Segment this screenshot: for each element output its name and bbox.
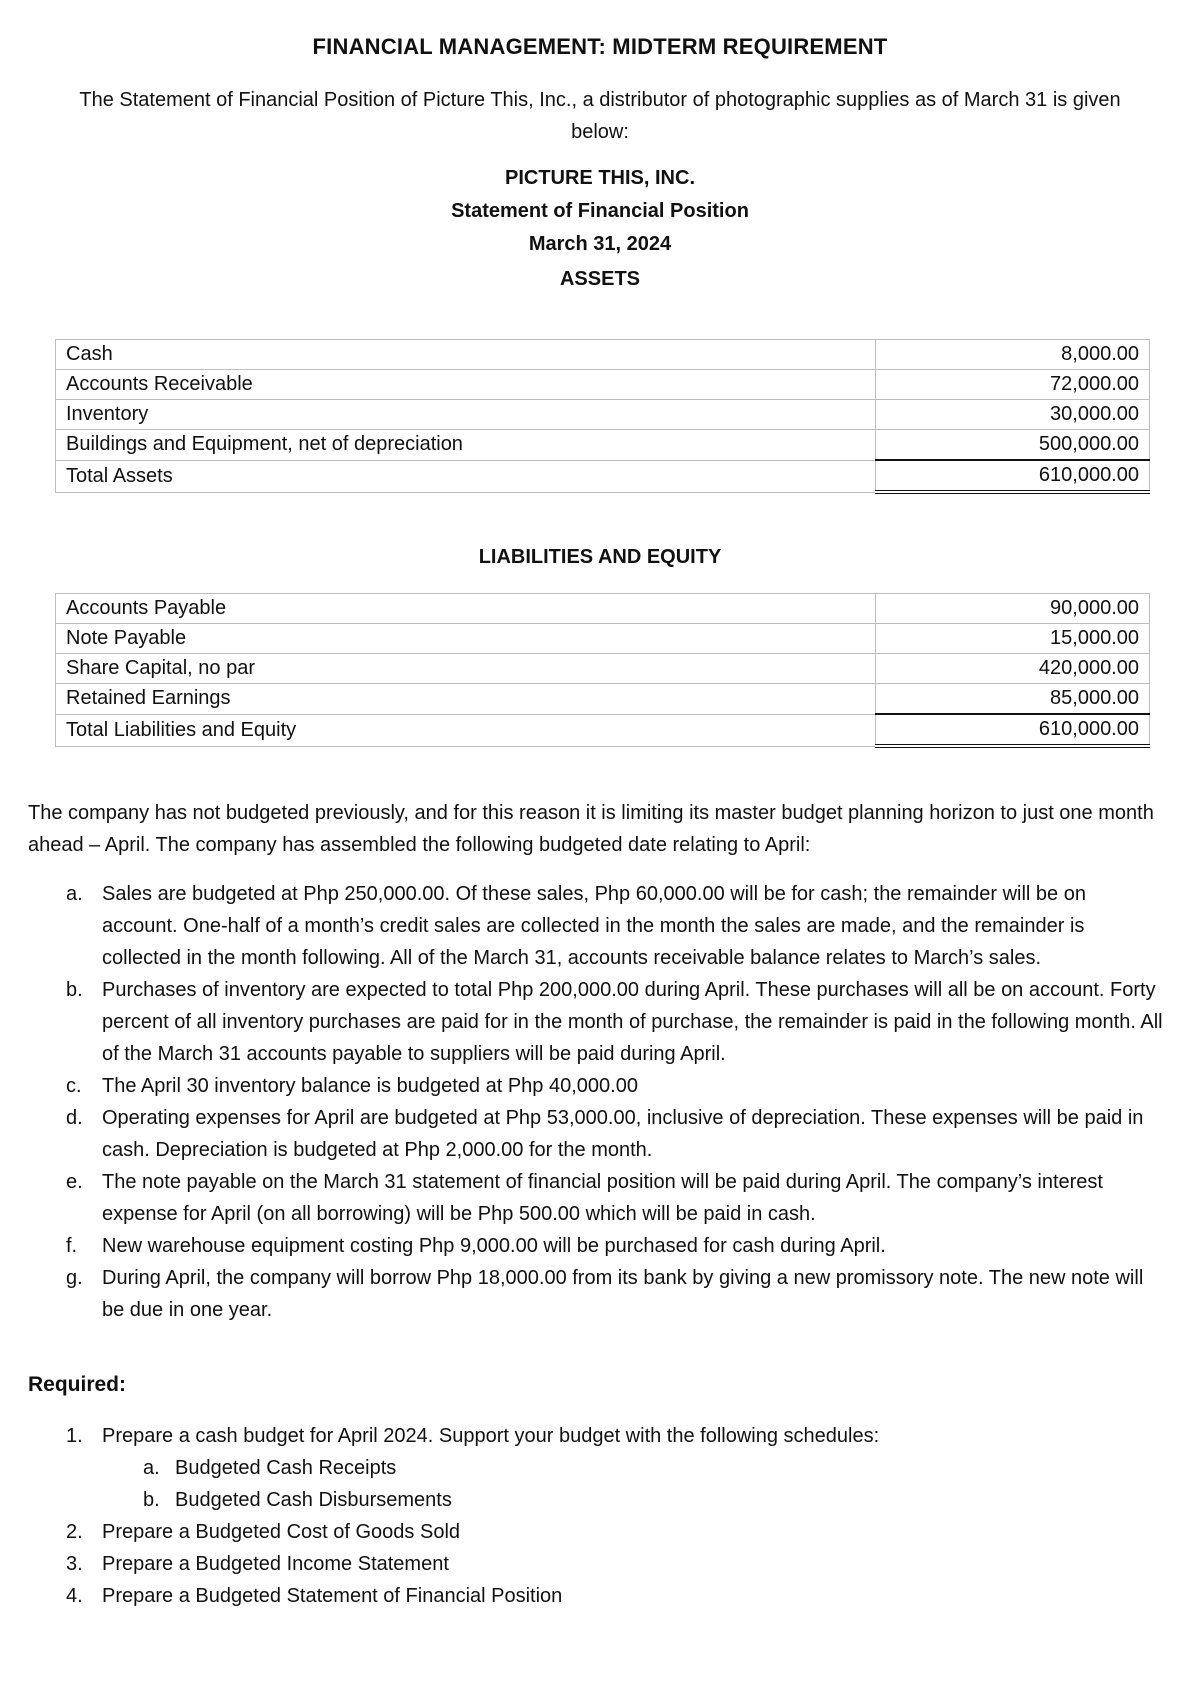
list-item [0,1070,1165,1102]
row-amount: 72,000.00 [876,370,1150,400]
row-label: Total Liabilities and Equity [56,714,876,746]
list-marker: 4. [66,1585,83,1607]
list-item [0,1516,1160,1548]
list-item-text: Prepare a Budgeted Statement of Financial Position [102,1585,563,1607]
row-amount: 610,000.00 [876,460,1150,492]
required-list [0,1420,1160,1612]
liabilities-heading: LIABILITIES AND EQUITY [478,546,722,568]
list-item [0,1230,1165,1262]
row-amount: 85,000.00 [876,684,1150,715]
list-item-text: Operating expenses for April are budgeted at Php 53,000.00, inclusive of depreciation. These expenses will be paid in cash. Depreciation is budgeted at Php 2,000.00 for the month. [102,1107,1144,1161]
list-item-text: New warehouse equipment costing Php 9,000.00 will be purchased for cash during April. [102,1235,886,1257]
list-marker: g. [66,1267,83,1289]
row-amount: 610,000.00 [876,714,1150,746]
list-marker: e. [66,1171,83,1193]
list-item-text: The April 30 inventory balance is budgeted at Php 40,000.00 [102,1075,638,1097]
assumptions-list [0,878,1165,1326]
row-label: Buildings and Equipment, net of depreciation [56,430,876,461]
list-marker: 3. [66,1553,83,1575]
row-label: Note Payable [56,624,876,654]
assets-table [55,339,1150,494]
list-item [0,1166,1165,1230]
row-amount: 30,000.00 [876,400,1150,430]
table-row [56,594,1150,624]
list-item [0,1548,1160,1580]
table-row [56,340,1150,370]
list-item-text: Budgeted Cash Receipts [175,1457,397,1479]
assets-heading: ASSETS [559,268,641,290]
table-row [56,624,1150,654]
total-row [56,460,1150,492]
row-label: Inventory [56,400,876,430]
list-item [0,1262,1165,1326]
row-amount: 90,000.00 [876,594,1150,624]
document-title: FINANCIAL MANAGEMENT: MIDTERM REQUIREMENT [312,34,888,59]
statement-date: March 31, 2024 [528,233,672,255]
table-row [56,430,1150,461]
table-row [56,370,1150,400]
list-item-text: Prepare a cash budget for April 2024. Support your budget with the following schedules: [102,1425,880,1447]
list-item-text: During April, the company will borrow Php 18,000.00 from its bank by giving a new promissory note. The new note will be due in one year. [102,1267,1144,1321]
company-name: PICTURE THIS, INC. [504,167,695,189]
list-item-text: Prepare a Budgeted Income Statement [102,1553,449,1575]
row-label: Share Capital, no par [56,654,876,684]
list-item [0,1580,1160,1612]
list-item-text: Sales are budgeted at Php 250,000.00. Of these sales, Php 60,000.00 will be for cash; the remainder will be on account. One-half of a month’s credit sales are collected in the month the sales are made, and the remainder is collected in the month following. All of the March 31, accounts receivable balance relates to March’s sales. [102,883,1086,969]
row-label: Cash [56,340,876,370]
row-amount: 15,000.00 [876,624,1150,654]
list-item [0,1420,1160,1452]
liabilities-table [55,593,1150,748]
table-row [56,400,1150,430]
sub-list-item [0,1484,1160,1516]
required-label: Required: [28,1373,127,1396]
row-label: Retained Earnings [56,684,876,715]
list-item [0,1102,1165,1166]
list-marker: b. [66,979,83,1001]
row-amount: 8,000.00 [876,340,1150,370]
row-label: Total Assets [56,460,876,492]
list-item-text: Purchases of inventory are expected to total Php 200,000.00 during April. These purchases will all be on account. Forty percent of all inventory purchases are paid for in the month of purchase, the remainder is paid in the following month. All of the March 31 accounts payable to suppliers will be paid during April. [102,979,1163,1065]
list-marker: c. [66,1075,82,1097]
list-item [0,974,1165,1070]
list-marker: 2. [66,1521,83,1543]
list-marker: d. [66,1107,83,1129]
list-item-text: Budgeted Cash Disbursements [175,1489,452,1511]
table-row [56,654,1150,684]
list-item-text: Prepare a Budgeted Cost of Goods Sold [102,1521,461,1543]
intro-paragraph: The Statement of Financial Position of Picture This, Inc., a distributor of photographic supplies as of March 31 is given below: [79,89,1121,143]
sub-list-item [0,1452,1160,1484]
list-item [0,878,1165,974]
row-label: Accounts Payable [56,594,876,624]
list-marker: 1. [66,1425,83,1447]
list-marker: b. [143,1489,160,1511]
statement-heading [0,162,1200,261]
table-row [56,684,1150,715]
statement-name: Statement of Financial Position [451,200,749,222]
list-item-text: The note payable on the March 31 statement of financial position will be paid during April. The company’s interest expense for April (on all borrowing) will be Php 500.00 which will be paid in cash. [102,1171,1103,1225]
row-amount: 420,000.00 [876,654,1150,684]
row-label: Accounts Receivable [56,370,876,400]
list-marker: f. [66,1235,78,1257]
body-paragraph: The company has not budgeted previously, and for this reason it is limiting its master budget planning horizon to just one month ahead – April. The company has assembled the following budgeted date relating to April: [28,802,1154,856]
total-row [56,714,1150,746]
list-marker: a. [66,883,83,905]
list-marker: a. [143,1457,160,1479]
row-amount: 500,000.00 [876,430,1150,461]
